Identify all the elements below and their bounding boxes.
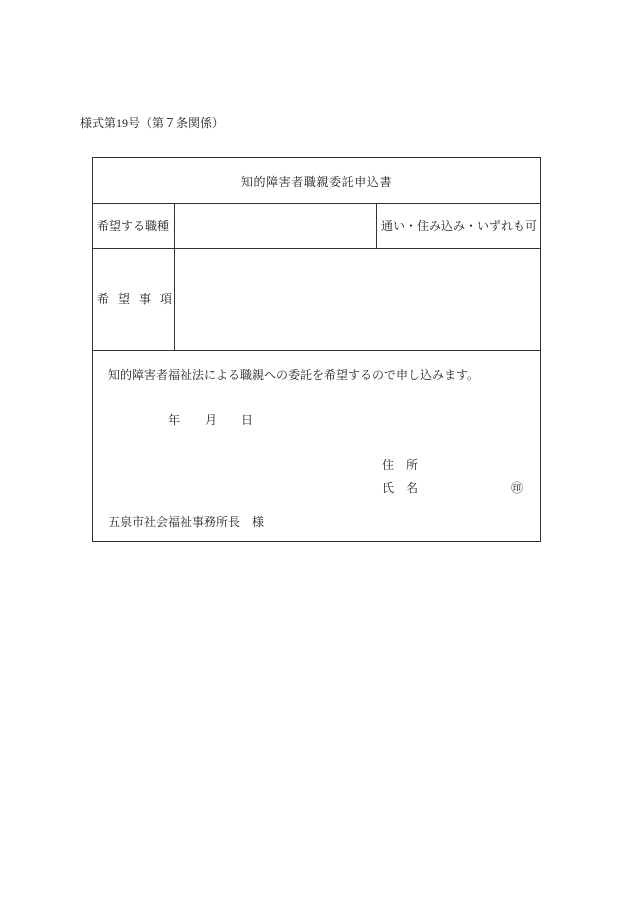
date-year-label: 年 — [168, 413, 181, 427]
date-month-label: 月 — [205, 413, 218, 427]
form-title: 知的障害者職親委託申込書 — [240, 175, 393, 189]
requests-label: 希 望 事 項 — [97, 292, 176, 306]
commute-column-divider — [376, 203, 377, 248]
row-divider-requests — [92, 350, 541, 351]
date-day-label: 日 — [241, 413, 254, 427]
declaration-text: 知的障害者福祉法による職親への委託を希望するので申し込みます。 — [108, 368, 480, 382]
requests-field — [175, 249, 540, 350]
address-label: 住 所 — [382, 458, 419, 472]
form-number: 様式第19号（第７条関係） — [80, 116, 225, 130]
desired-job-field — [175, 204, 376, 248]
addressee: 五泉市社会福祉事務所長 様 — [108, 515, 265, 529]
commute-options: 通い・住み込み・いずれも可 — [381, 219, 538, 233]
name-label: 氏 名 — [382, 481, 419, 495]
seal-icon: ㊞ — [511, 481, 524, 495]
desired-job-label: 希望する職種 — [97, 219, 170, 233]
